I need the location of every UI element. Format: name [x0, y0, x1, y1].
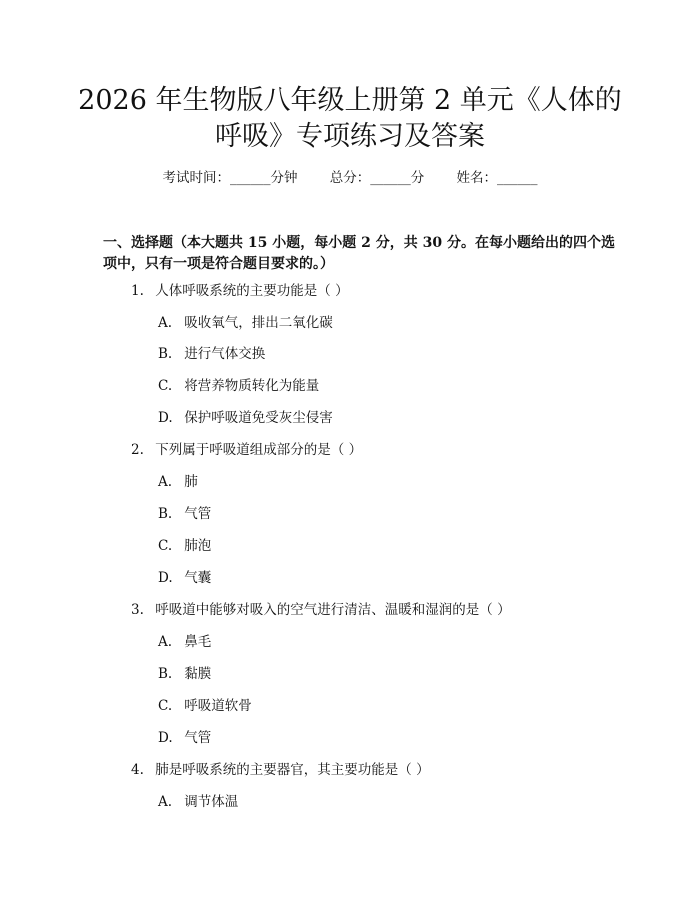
option-letter: C.	[158, 538, 173, 554]
document-title-line-1: 2026 年生物版八年级上册第 2 单元《人体的	[78, 85, 622, 116]
option-text: 肺	[184, 474, 198, 490]
question-3	[131, 600, 511, 620]
section-heading-line-1: 一、选择题（本大题共 15 小题，每小题 2 分，共 30 分。在每小题给出的四个选	[103, 235, 615, 251]
option-letter: A.	[158, 634, 173, 650]
question-1-option-c	[158, 376, 319, 396]
option-letter: A.	[158, 474, 173, 490]
question-number: 3.	[131, 602, 144, 618]
question-1	[131, 281, 349, 301]
question-4	[131, 760, 430, 780]
option-letter: D.	[158, 570, 173, 586]
question-2	[131, 440, 362, 460]
option-text: 气管	[184, 506, 212, 522]
question-2-option-d	[158, 568, 211, 588]
option-letter: B.	[158, 666, 173, 682]
question-3-option-a	[158, 632, 211, 652]
question-1-option-a	[158, 313, 333, 333]
option-letter: C.	[158, 698, 173, 714]
question-text: 呼吸道中能够对吸入的空气进行清洁、温暖和湿润的是（ ）	[155, 602, 511, 618]
option-letter: C.	[158, 378, 173, 394]
option-text: 鼻毛	[184, 634, 212, 650]
document-title-line-2: 呼吸》专项练习及答案	[215, 121, 485, 152]
option-text: 呼吸道软骨	[184, 698, 252, 714]
question-3-option-c	[158, 696, 252, 716]
option-text: 气囊	[184, 570, 212, 586]
option-letter: A.	[158, 794, 173, 810]
option-text: 黏膜	[184, 666, 212, 682]
option-text: 肺泡	[184, 538, 212, 554]
total-score-field: 总分：______分	[329, 170, 425, 186]
question-3-option-b	[158, 664, 211, 684]
exam-time-field: 考试时间：______分钟	[162, 170, 298, 186]
question-1-option-d	[158, 408, 333, 428]
option-letter: A.	[158, 315, 173, 331]
question-2-option-c	[158, 536, 211, 556]
question-1-option-b	[158, 344, 265, 364]
question-number: 4.	[131, 762, 144, 778]
question-text: 下列属于呼吸道组成部分的是（ ）	[155, 442, 363, 458]
student-name-field: 姓名：______	[456, 170, 538, 186]
option-text: 气管	[184, 730, 212, 746]
option-text: 调节体温	[184, 794, 239, 810]
question-2-option-a	[158, 472, 198, 492]
question-2-option-b	[158, 504, 211, 524]
question-text: 人体呼吸系统的主要功能是（ ）	[155, 283, 349, 299]
option-letter: B.	[158, 506, 173, 522]
exam-meta	[0, 168, 700, 188]
option-text: 进行气体交换	[184, 346, 266, 362]
question-3-option-d	[158, 728, 211, 748]
question-number: 1.	[131, 283, 144, 299]
question-text: 肺是呼吸系统的主要器官，其主要功能是（ ）	[155, 762, 430, 778]
option-text: 吸收氧气，排出二氧化碳	[184, 315, 333, 331]
option-text: 将营养物质转化为能量	[184, 378, 320, 394]
option-letter: D.	[158, 730, 173, 746]
option-letter: D.	[158, 410, 173, 426]
option-text: 保护呼吸道免受灰尘侵害	[184, 410, 333, 426]
question-number: 2.	[131, 442, 144, 458]
question-4-option-a	[158, 792, 238, 812]
option-letter: B.	[158, 346, 173, 362]
section-heading-line-2: 项中，只有一项是符合题目要求的。）	[103, 256, 334, 272]
